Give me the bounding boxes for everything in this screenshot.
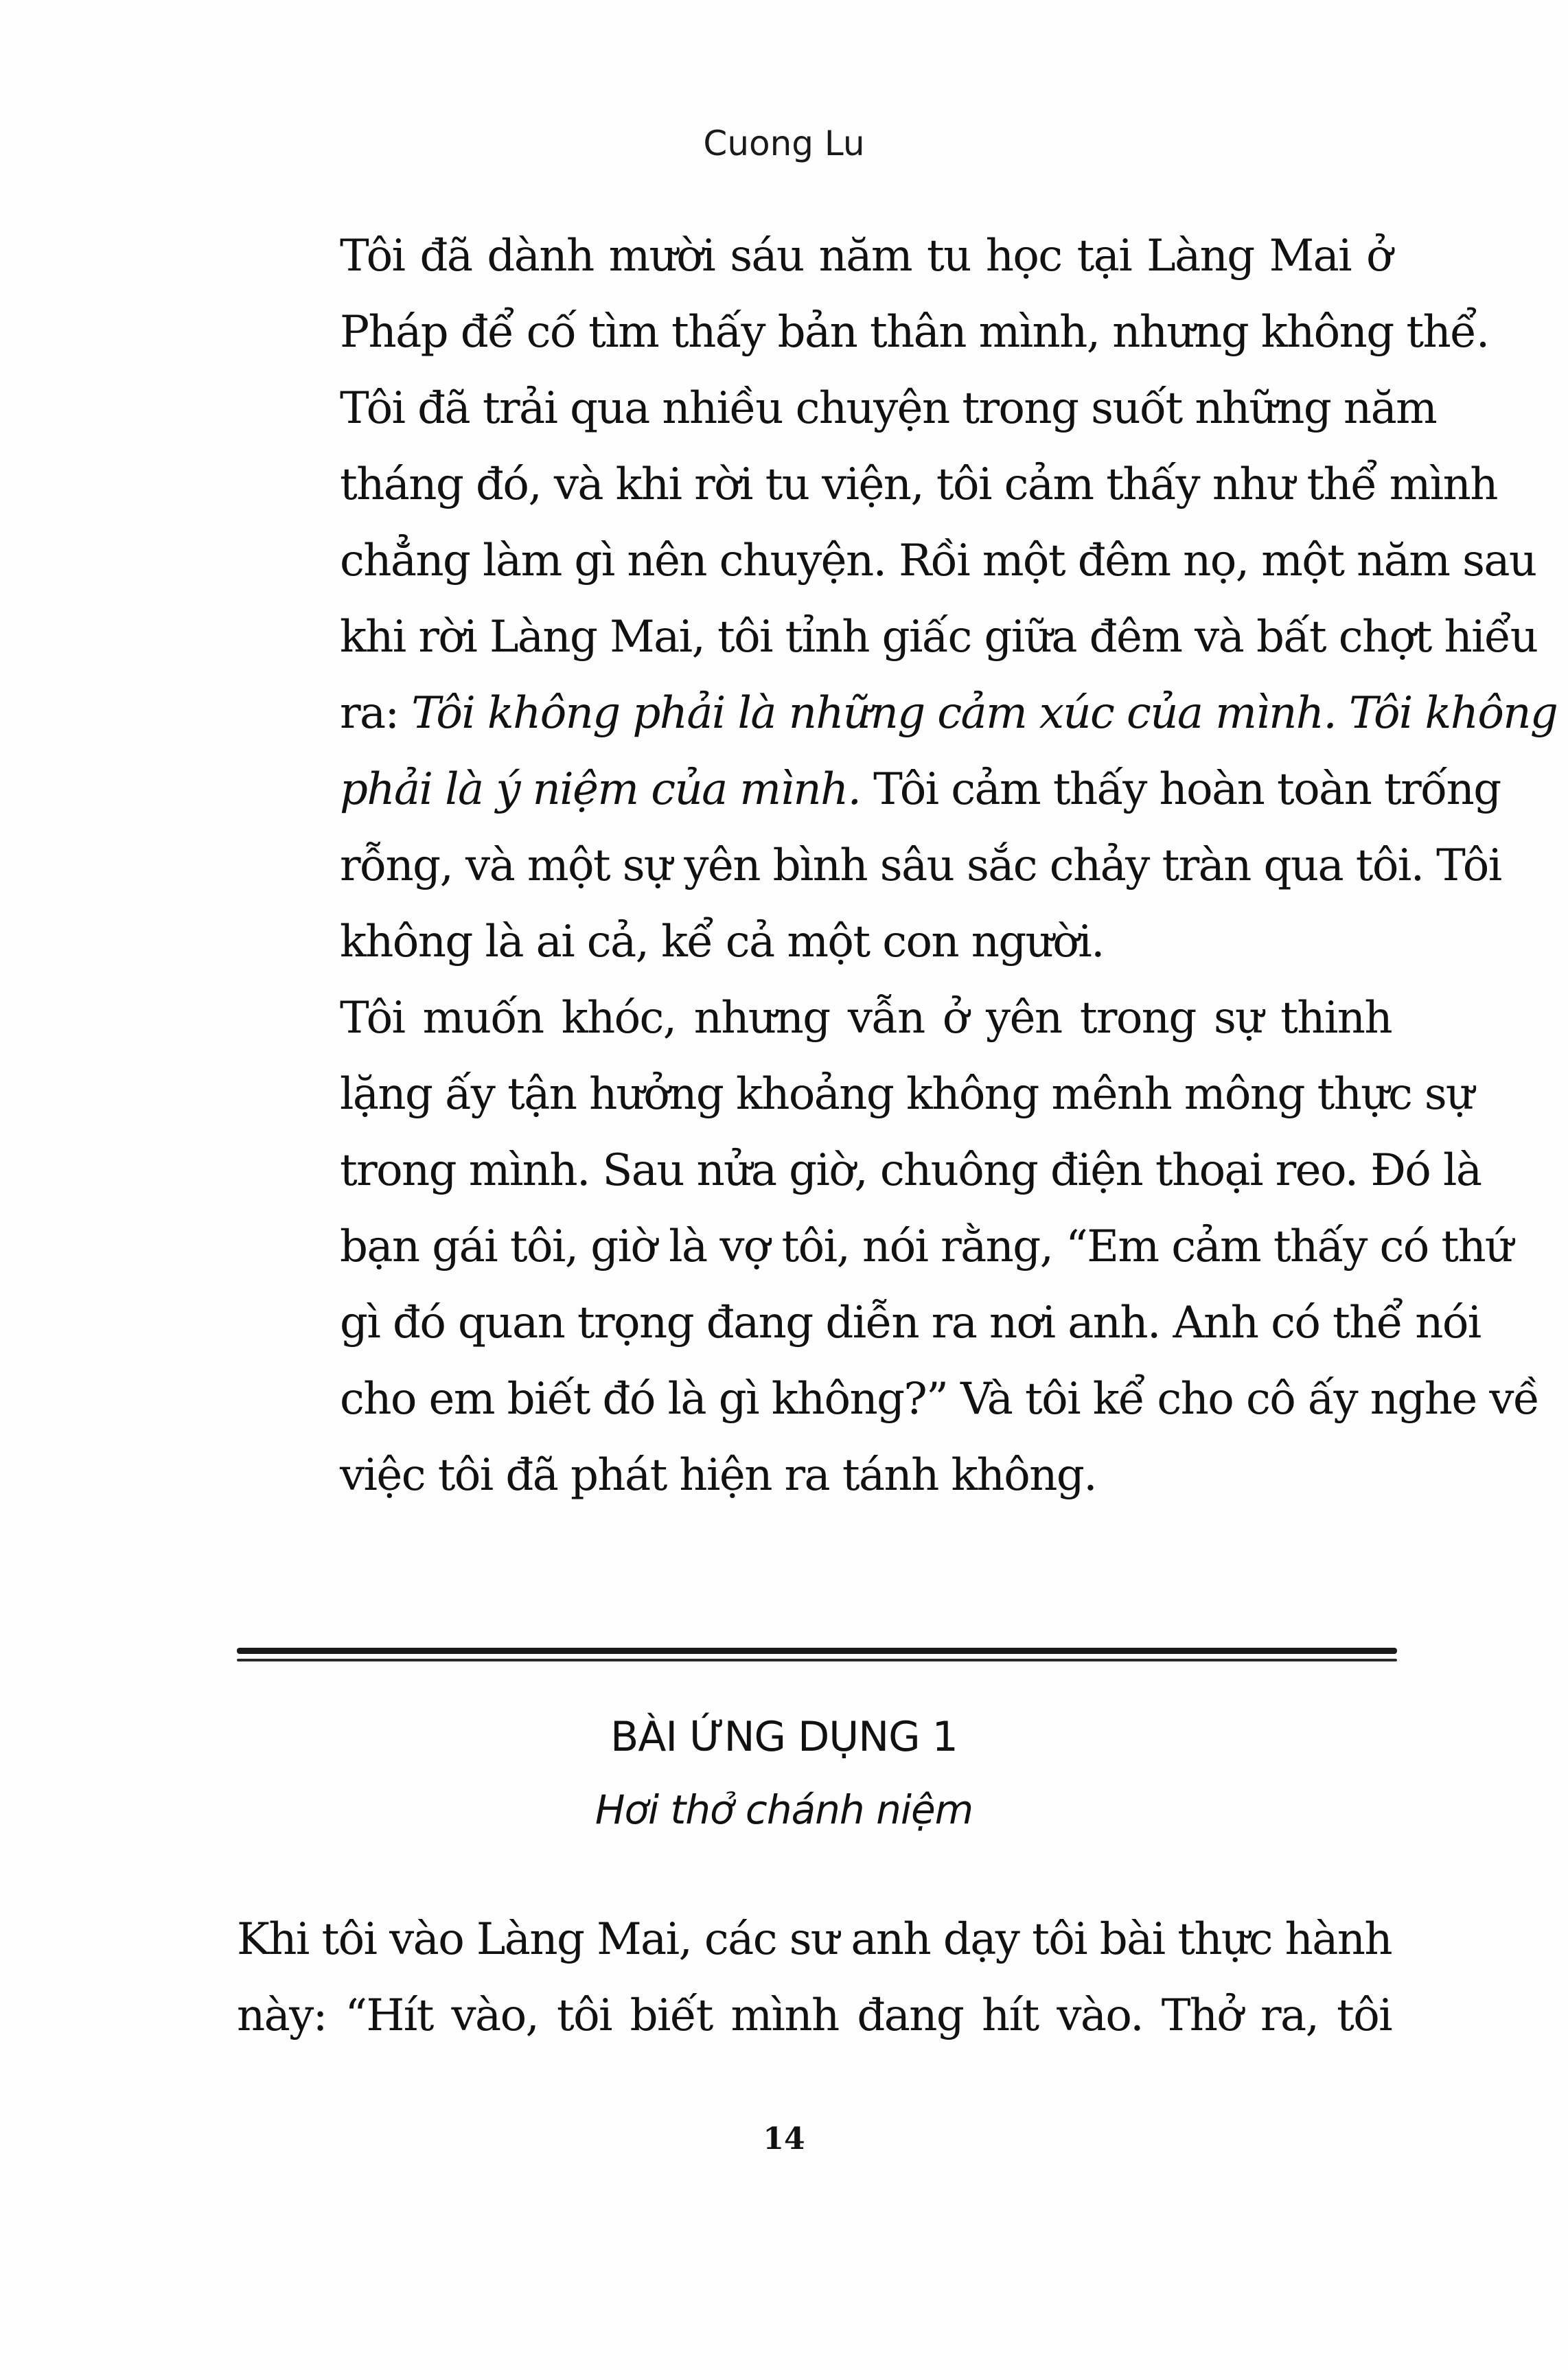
running-header: Cuong Lu — [703, 124, 865, 163]
paragraph-3 — [237, 1902, 1392, 2054]
text-line: Khi tôi vào Làng Mai, các sư anh dạy tôi bài thực hành — [237, 1914, 1392, 1965]
paragraph-1 — [237, 218, 1558, 980]
text-line: cho em biết đó là gì không?” Và tôi kể cho cô ấy nghe về — [340, 1374, 1539, 1425]
text-line: lặng ấy tận hưởng khoảng không mênh mông thực sự — [340, 1069, 1473, 1120]
text-line: Pháp để cố tìm thấy bản thân mình, nhưng không thể. — [340, 307, 1489, 358]
text-line: việc tôi đã phát hiện ra tánh không. — [340, 1450, 1096, 1501]
text-line: gì đó quan trọng đang diễn ra nơi anh. Anh có thể nói — [340, 1298, 1481, 1348]
section-title: BÀI ỨNG DỤNG 1 — [610, 1713, 958, 1761]
section-subtitle: Hơi thở chánh niệm — [595, 1786, 973, 1833]
text-line: không là ai cả, kể cả một con người. — [340, 917, 1104, 967]
page-number: 14 — [763, 2121, 805, 2156]
text-line — [237, 676, 1558, 752]
text-line: Tôi muốn khóc, nhưng vẫn ở yên trong sự thinh — [340, 993, 1392, 1044]
text-line: trong mình. Sau nửa giờ, chuông điện thoại reo. Đó là — [340, 1145, 1481, 1196]
text-fragment: ra: — [340, 688, 412, 739]
text-line — [237, 752, 1501, 828]
text-line: Tôi đã trải qua nhiều chuyện trong suốt những năm — [340, 383, 1437, 434]
text-line: bạn gái tôi, giờ là vợ tôi, nói rằng, “Em cảm thấy có thứ — [340, 1221, 1512, 1272]
italic-quote: Tôi không phải là những cảm xúc của mình. Tôi không — [411, 688, 1558, 739]
text-line: tháng đó, và khi rời tu viện, tôi cảm thấy như thể mình — [340, 459, 1497, 510]
text-line: rỗng, và một sự yên bình sâu sắc chảy tràn qua tôi. Tôi — [340, 840, 1501, 891]
divider-thick-line — [237, 1648, 1397, 1654]
text-line: này: “Hít vào, tôi biết mình đang hít vào. Thở ra, tôi — [237, 1990, 1392, 2041]
italic-quote: phải là ý niệm của mình. — [340, 764, 861, 815]
text-line: Tôi đã dành mười sáu năm tu học tại Làng Mai ở — [340, 231, 1392, 281]
text-line: chẳng làm gì nên chuyện. Rồi một đêm nọ, một năm sau — [340, 536, 1536, 586]
paragraph-2 — [237, 980, 1539, 1514]
text-fragment: Tôi cảm thấy hoàn toàn trống — [860, 764, 1501, 815]
divider-thin-line — [237, 1659, 1397, 1661]
text-line: khi rời Làng Mai, tôi tỉnh giấc giữa đêm và bất chợt hiểu — [340, 612, 1538, 663]
section-divider — [237, 1648, 1397, 1668]
